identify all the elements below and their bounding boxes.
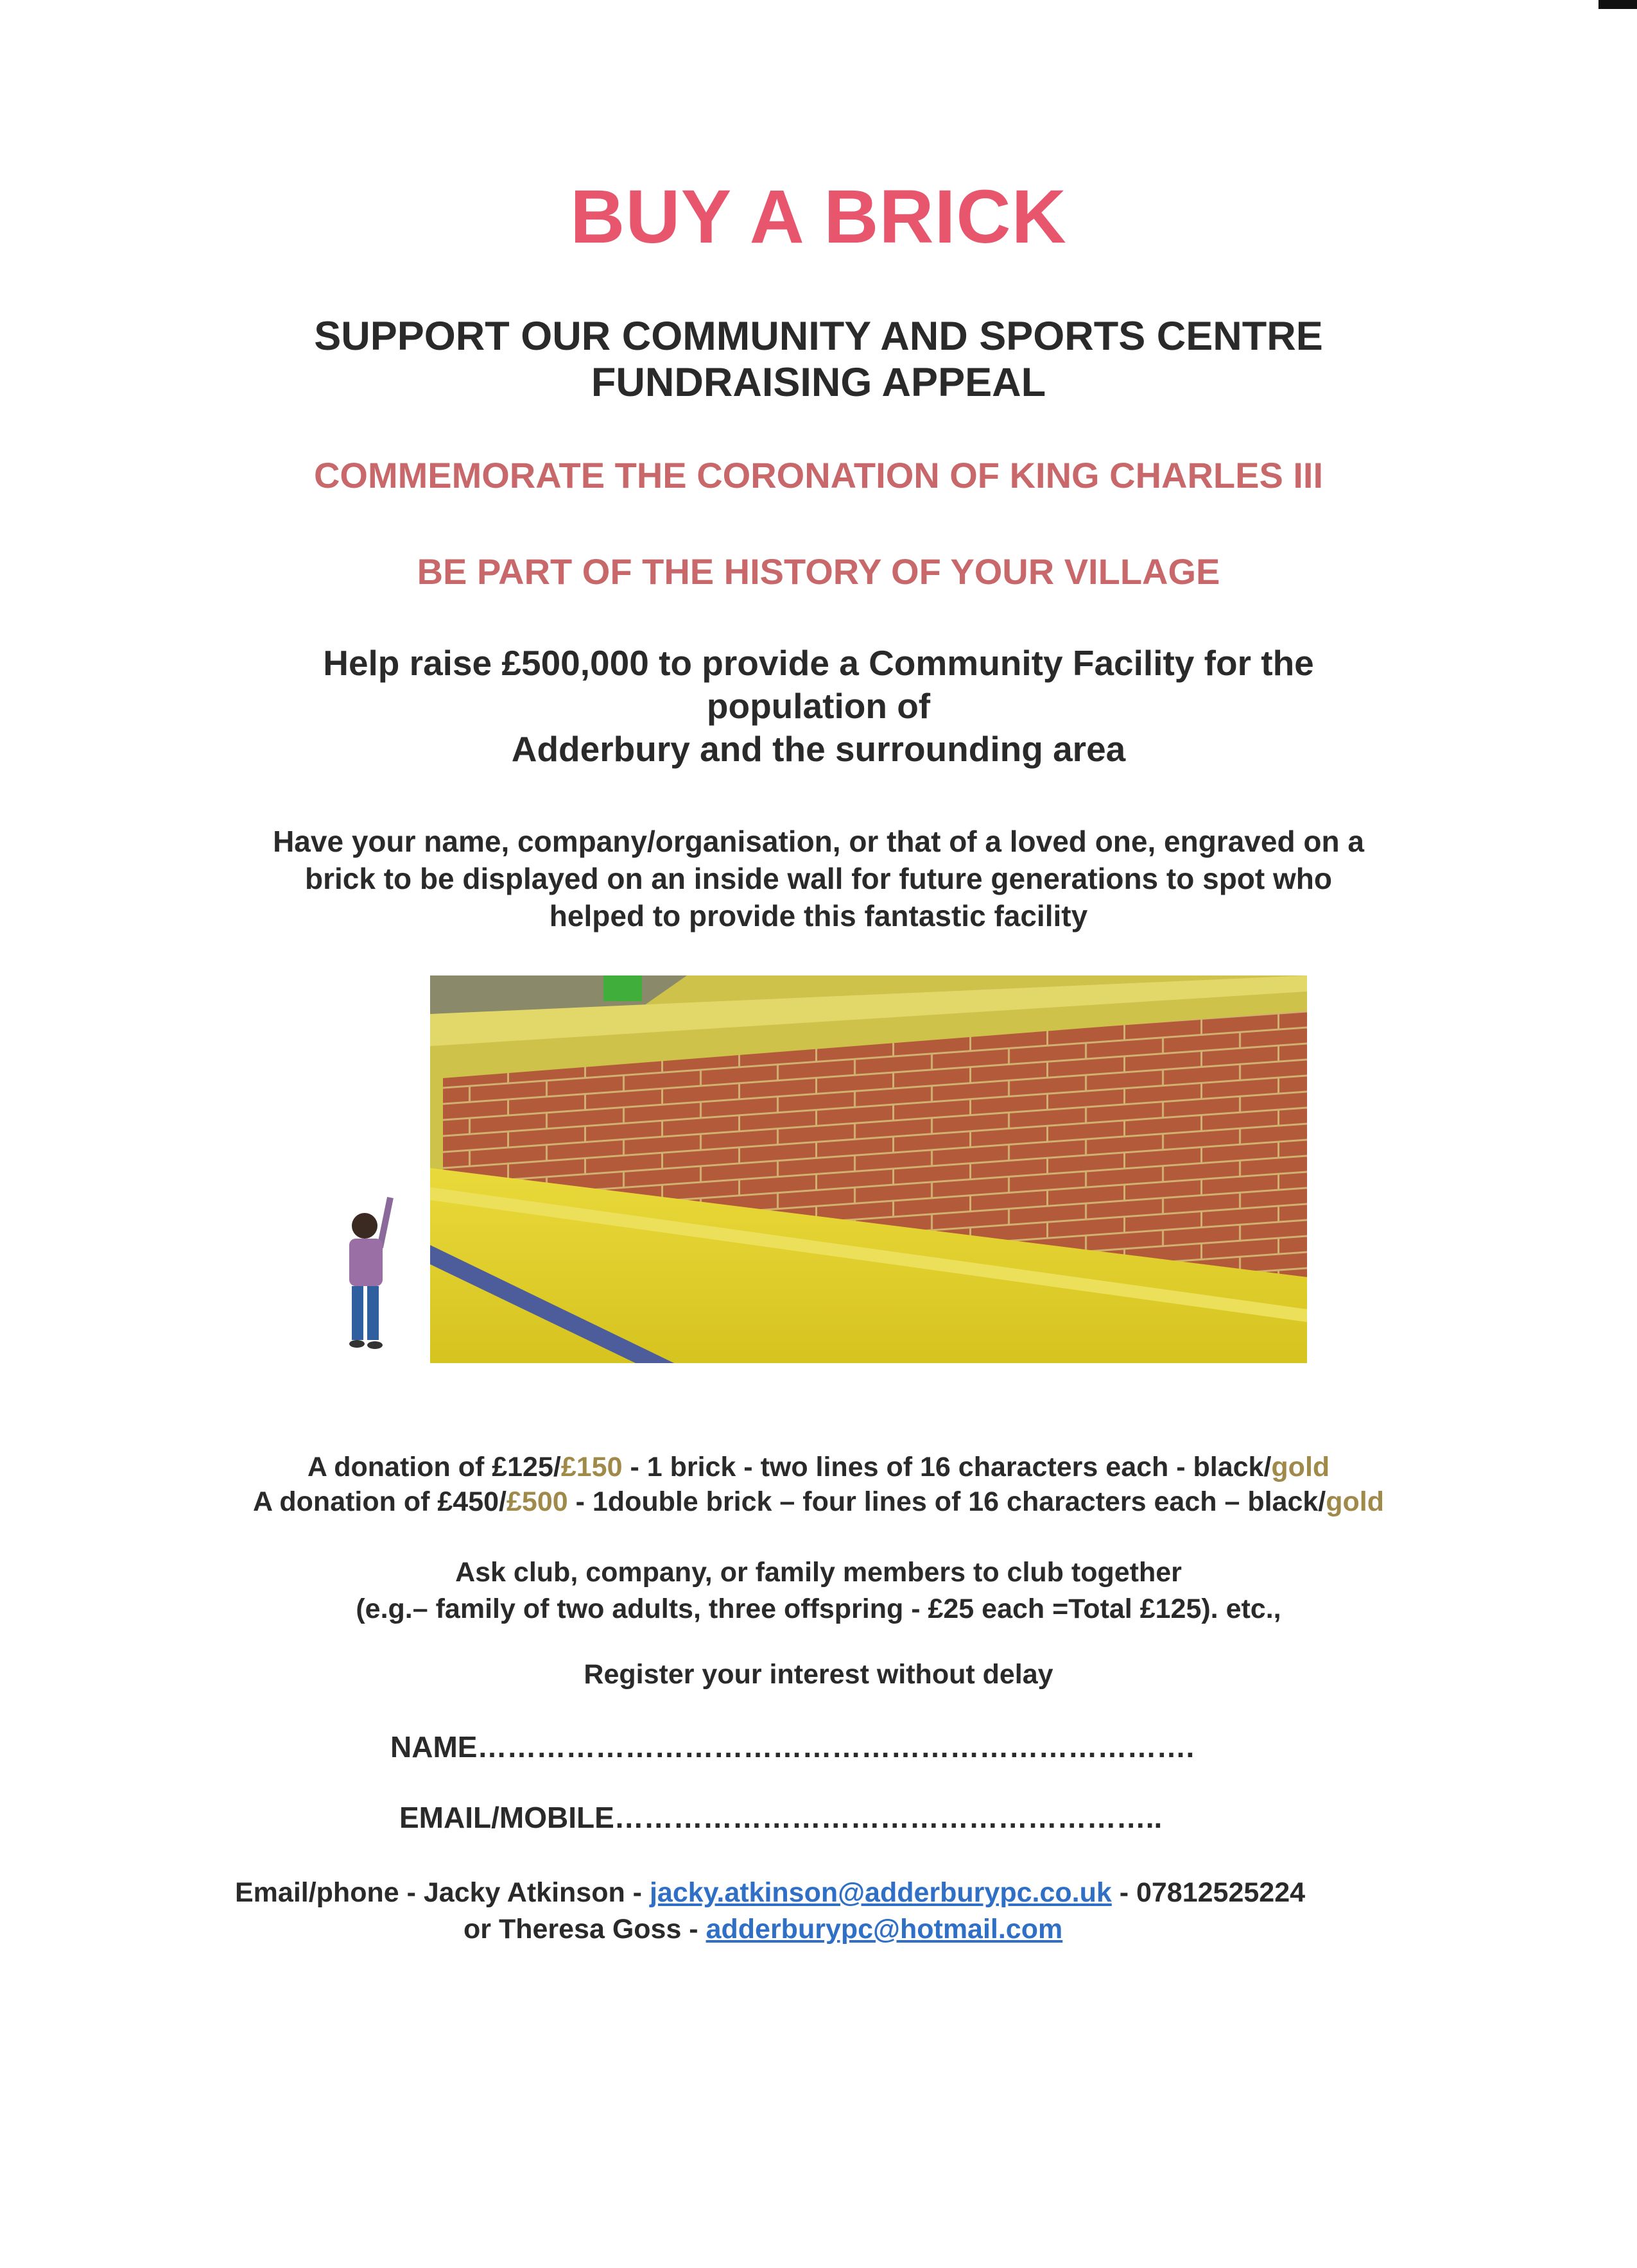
club-together-line1: Ask club, company, or family members to club together	[455, 1557, 1182, 1588]
club-together-line2: (e.g.– family of two adults, three offspring - £25 each =Total £125). etc.,	[356, 1594, 1281, 1624]
donation-double-gold-word: gold	[1326, 1486, 1384, 1517]
engraving-description-line1: Have your name, company/organisation, or that of a loved one, engraved on a	[273, 825, 1364, 858]
engraving-description	[0, 823, 1637, 934]
club-together-note	[0, 1554, 1637, 1628]
fundraising-target	[0, 642, 1637, 771]
coronation-heading: COMMEMORATE THE CORONATION OF KING CHARLES III	[313, 455, 1324, 495]
page-title: BUY A BRICK	[570, 175, 1067, 259]
donation-single-gold-price: £150	[560, 1452, 623, 1482]
engraving-description-line2: brick to be displayed on an inside wall for future generations to spot who	[305, 862, 1332, 895]
appeal-subtitle	[0, 313, 1637, 406]
scan-edge-mark	[1598, 0, 1637, 9]
appeal-subtitle-line1: SUPPORT OUR COMMUNITY AND SPORTS CENTRE	[314, 314, 1323, 359]
contact-jacky-prefix: Email/phone - Jacky Atkinson -	[235, 1877, 650, 1908]
contact-theresa-prefix: or Theresa Goss -	[463, 1914, 706, 1945]
email-mobile-form-line: EMAIL/MOBILE………………………………………………..	[399, 1801, 1163, 1834]
donation-single-gold-word: gold	[1271, 1452, 1330, 1482]
history-heading: BE PART OF THE HISTORY OF YOUR VILLAGE	[417, 551, 1220, 592]
contact-jacky	[235, 1877, 1305, 1909]
appeal-subtitle-line2: FUNDRAISING APPEAL	[591, 360, 1046, 405]
donation-single-desc: - 1 brick - two lines of 16 characters each - black/	[622, 1452, 1272, 1482]
name-form-line: NAME……………………………………………………………….	[390, 1730, 1195, 1764]
contact-jacky-email-link[interactable]: jacky.atkinson@adderburypc.co.uk	[649, 1877, 1112, 1908]
register-interest-text: Register your interest without delay	[584, 1659, 1053, 1690]
fundraising-target-line2: population of	[706, 686, 931, 726]
donation-single-brick	[0, 1452, 1637, 1483]
engraving-description-line3: helped to provide this fantastic facility	[549, 899, 1088, 932]
contact-jacky-phone: - 07812525224	[1111, 1877, 1306, 1908]
fundraising-target-line3: Adderbury and the surrounding area	[511, 729, 1126, 769]
donation-double-brick	[0, 1486, 1637, 1518]
donation-single-prefix: A donation of £125/	[307, 1452, 561, 1482]
brick-wall-photo	[430, 975, 1307, 1363]
donation-double-gold-price: £500	[507, 1486, 568, 1517]
contact-theresa	[463, 1914, 1062, 1945]
donation-double-prefix: A donation of £450/	[253, 1486, 507, 1517]
contact-theresa-email-link[interactable]: adderburypc@hotmail.com	[706, 1914, 1063, 1945]
donation-double-desc: - 1double brick – four lines of 16 characters each – black/	[567, 1486, 1326, 1517]
fundraising-target-line1: Help raise £500,000 to provide a Community Facility for the	[323, 643, 1314, 683]
child-figure-illustration	[340, 1192, 404, 1357]
